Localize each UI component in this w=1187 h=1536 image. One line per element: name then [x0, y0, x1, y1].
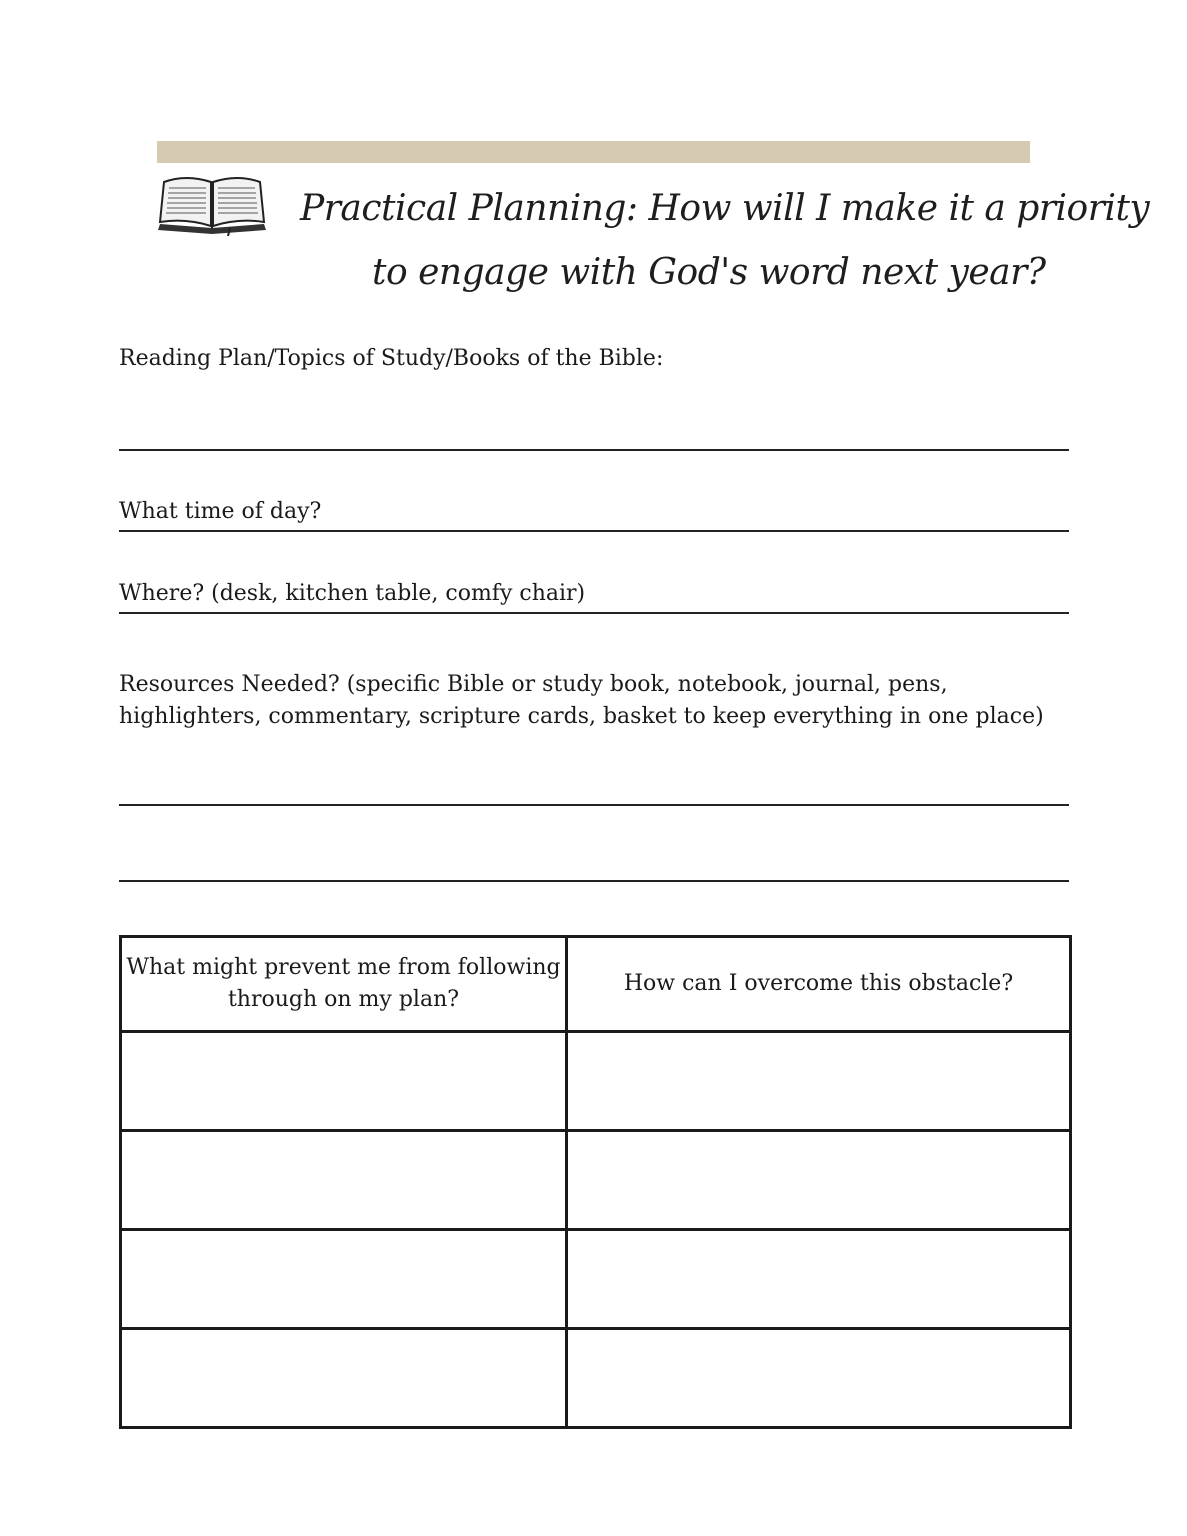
resources-answer-line-2[interactable] [119, 880, 1069, 882]
reading-plan-answer-line[interactable] [119, 449, 1069, 451]
time-of-day-label: What time of day? [119, 499, 322, 524]
table-row [121, 1032, 1071, 1131]
time-of-day-answer-line[interactable] [119, 530, 1069, 532]
obstacle-cell[interactable] [121, 1131, 567, 1230]
obstacle-cell[interactable] [121, 1230, 567, 1329]
header-accent-bar [157, 141, 1030, 163]
obstacle-table [119, 935, 1072, 1429]
obstacle-cell[interactable] [121, 1329, 567, 1428]
table-row [121, 1131, 1071, 1230]
resources-answer-line-1[interactable] [119, 804, 1069, 806]
where-label: Where? (desk, kitchen table, comfy chair) [119, 581, 586, 606]
solution-cell[interactable] [567, 1329, 1071, 1428]
where-answer-line[interactable] [119, 612, 1069, 614]
obstacle-cell[interactable] [121, 1032, 567, 1131]
resources-label: Resources Needed? (specific Bible or study book, notebook, journal, pens, highlighters, commentary, scripture cards, basket to keep everything in one place) [119, 672, 1044, 729]
open-bible-icon [156, 170, 268, 236]
page-title-line-2: to engage with God's word next year? [372, 252, 1046, 293]
solution-cell[interactable] [567, 1230, 1071, 1329]
reading-plan-label: Reading Plan/Topics of Study/Books of the Bible: [119, 346, 664, 371]
table-row [121, 1230, 1071, 1329]
table-row [121, 1329, 1071, 1428]
solution-cell[interactable] [567, 1131, 1071, 1230]
solution-column-header: How can I overcome this obstacle? [567, 937, 1071, 1032]
table-header-row [121, 937, 1071, 1032]
solution-cell[interactable] [567, 1032, 1071, 1131]
page-title-line-1: Practical Planning: How will I make it a priority [300, 188, 1150, 229]
obstacle-column-header: What might prevent me from following through on my plan? [121, 937, 567, 1032]
